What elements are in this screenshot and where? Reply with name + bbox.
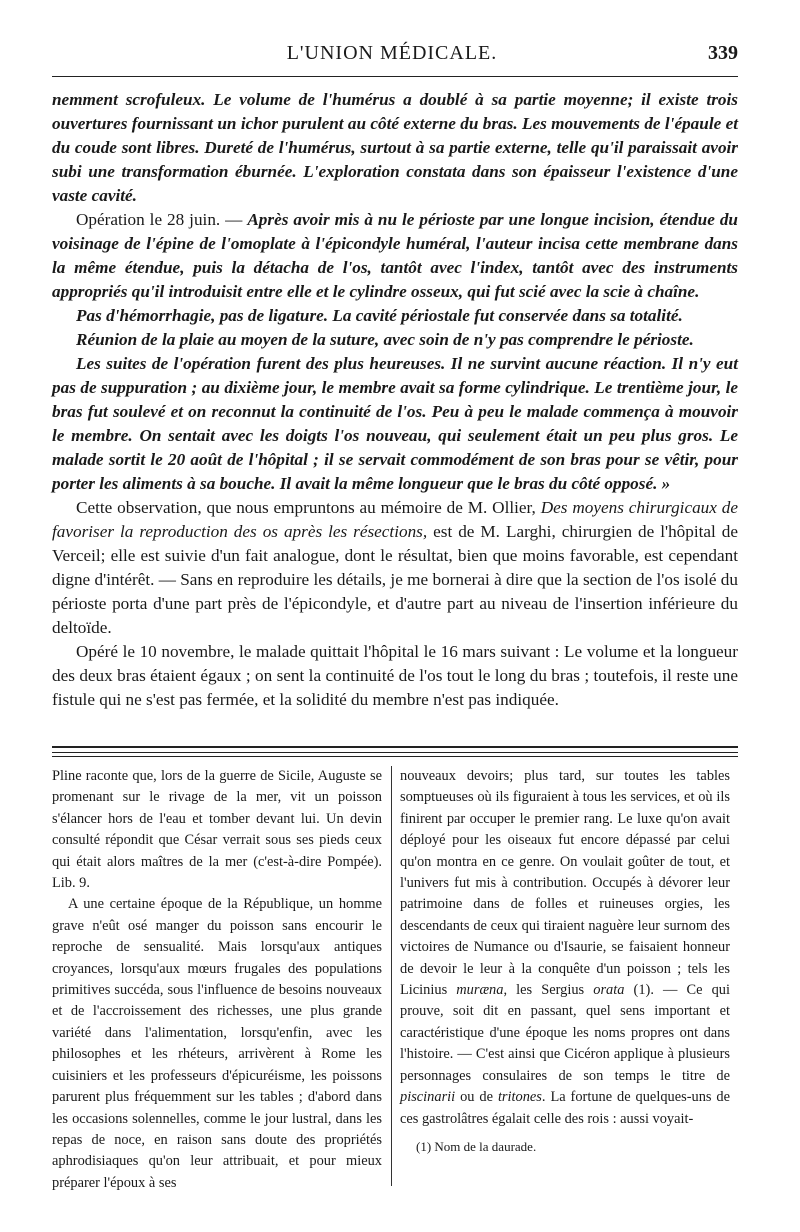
paragraph-pliny: Pline raconte que, lors de la guerre de Sicile, Auguste se promenant sur le rivage de la mer, vit un poisson s'élancer hors de l'eau et tomber devant lui. Un devin consulté répondit que César verrait sous ses pieds ceux qui était alors maîtres de la mer (c'est-à-dire Pompée). Lib. 9. xyxy=(52,768,382,892)
paragraph-operation xyxy=(52,208,738,304)
paragraph-observation: Cette observation, que nous empruntons au mémoire de M. Ollier, Des moyens chirurgicaux de favoriser la reproduction des os après les résections, est de M. Larghi, chirurgien de l'hôpital de Verceil; elle est suivie d'un fait analogue, dont le résultat, bien que moins favorable, est cependant digne d'intérêt. — Sans en reproduire les détails, je me bornerai à dire que la section de l'os isolé du périoste porta d'une part près de l'épicondyle, et d'autre part au niveau de l'insertion inférieure du deltoïde. xyxy=(52,498,738,637)
operation-text: Après avoir mis à nu le périoste par une longue incision, étendue du voisinage de l'épine de l'omoplate à l'épicondyle huméral, l'auteur incisa cette membrane dans la même étendue, puis la détacha de l'os, tantôt avec l'index, tantôt avec des instruments appropriés qu'il introduisit entre elle et le cylindre osseux, qui fut scié avec la scie à chaîne. xyxy=(52,210,738,301)
header-rule xyxy=(52,76,738,77)
feuilleton-left-column xyxy=(52,766,382,1194)
column-divider xyxy=(391,766,392,1186)
main-article xyxy=(52,88,738,712)
cited-memoir-title: Des moyens chirurgicaux de favoriser la reproduction des os après les résections, xyxy=(52,498,738,541)
paragraph-recovery: Les suites de l'opération furent des plus heureuses. Il ne survint aucune réaction. Il n'y eut pas de suppuration ; au dixième jour, le membre avait sa forme cylindrique. Le trentième jour, le bras fut soulevé et on reconnut la continuité de l'os. Peu à peu le malade commença à mouvoir le membre. On sentait avec les doigts l'os nouveau, qui seulement était un peu plus gros. Le malade sortit le 20 août de l'hôpital ; il se servait commodément de son bras pour se vêtir, pour porter les aliments à sa bouche. Il avait la même longueur que le bras du côté opposé. » xyxy=(52,354,738,493)
page-header xyxy=(52,42,738,72)
paragraph-luxury: nouveaux devoirs; plus tard, sur toutes les tables somptueuses où ils figuraient à tous les services, et où ils finirent par occuper le premier rang. Le luxe qu'on avait déployé pour les oiseaux fut encore dépassé par celui qu'on montra en ce genre. On voulait goûter de tout, et l'univers fut mis à contribution. Occupés à dévorer leur patrimoine dans de folles et ruineuses orgies, les descendants de ceux qui tiraient naguère leur surnom des victoires de Numance ou d'Isaurie, se faisaient honneur de devoir le leur à la conquête d'un poisson ; tels les Licinius muræna, les Sergius orata (1). — Ce qui prouve, soit dit en passant, quel sens important et caractéristique d'une époque les noms propres ont dans l'histoire. — C'est ainsi que Cicéron applique à plusieurs personnages consulaires de son temps le titre de piscinarii ou de tritones. La fortune de quelques-uns de ces gastrolâtres égalait celle des rois : aussi voyait- xyxy=(400,768,730,1127)
feuilleton-right-column xyxy=(400,766,730,1157)
journal-title: L'UNION MÉDICALE. xyxy=(286,42,498,64)
page-number: 339 xyxy=(708,42,738,64)
section-double-rule xyxy=(52,746,738,753)
footnote: (1) Nom de la daurade. xyxy=(416,1138,537,1154)
paragraph-suture: Réunion de la plaie au moyen de la suture, avec soin de n'y pas comprendre le périoste. xyxy=(76,330,694,349)
paragraph-hemorrhage: Pas d'hémorrhagie, pas de ligature. La cavité périostale fut conservée dans sa totalité. xyxy=(76,306,683,325)
section-rule xyxy=(52,756,738,757)
paragraph-case-description: nemment scrofuleux. Le volume de l'humérus a doublé à sa partie moyenne; il existe trois ouvertures fournissant un ichor purulent au côté externe du bras. Les mouvements de l'épaule et du coude sont libres. Dureté de l'humérus, surtout à sa partie externe, telle qu'il paraissait avoir subi une transformation éburnée. L'exploration constata dans son épaisseur l'existence d'une vaste cavité. xyxy=(52,90,738,205)
paragraph-result: Opéré le 10 novembre, le malade quittait l'hôpital le 16 mars suivant : Le volume et la longueur des deux bras étaient égaux ; on sent la continuité de l'os tout le long du bras ; toutefois, il reste une fistule qui ne s'est pas fermée, et la solidité du membre n'est pas indiquée. xyxy=(52,642,738,709)
operation-date: Opération le 28 juin. — xyxy=(76,210,248,229)
paragraph-republic: A une certaine époque de la République, un homme grave n'eût osé manger du poisson sans encourir le reproche de sensualité. Mais lorsqu'aux antiques croyances, lorsqu'aux mœurs frugales des populations primitives succéda, sous l'influence de besoins nouveaux et de l'accroissement des richesses, une plus grande variété dans l'alimentation, lorsqu'enfin, avec les philosophes et les rhéteurs, arrivèrent à Rome les cuisiniers et les professeurs d'épicuréisme, les poissons parurent plus fréquemment sur les tables ; d'abord dans les occasions solennelles, comme le jour lustral, dans les repas de noce, en raison sans doute des propriétés aphrodisiaques qu'on leur attribuait, et pour mieux préparer l'époux à ses xyxy=(52,896,382,1191)
